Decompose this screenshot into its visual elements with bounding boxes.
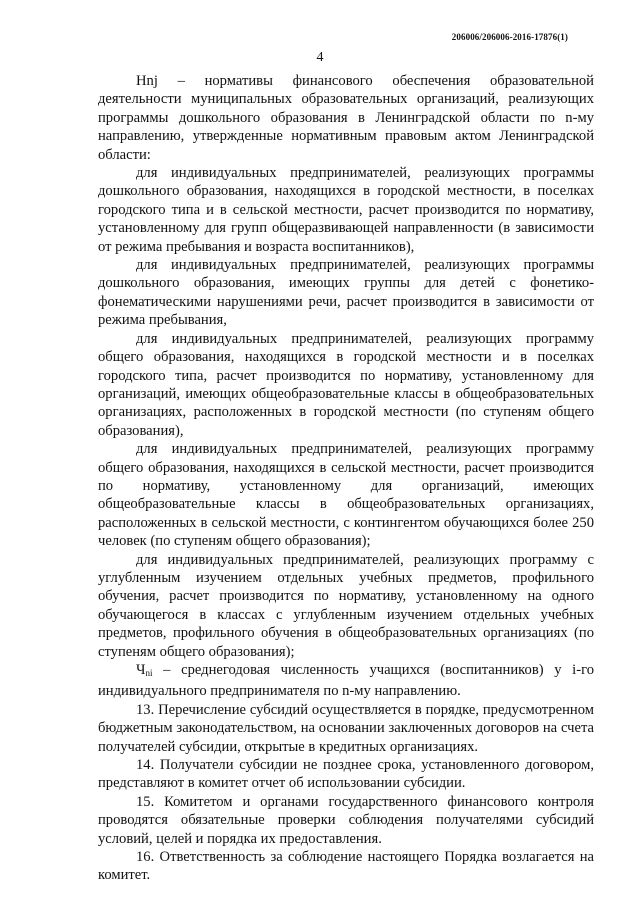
paragraph-item-16: 16. Ответственность за соблюдение настоящего Порядка возлагается на комитет. — [98, 849, 594, 884]
paragraph-item-15: 15. Комитетом и органами государственного финансового контроля проводятся обязательные проверки соблюдения получателями субсидий условий, целей и порядка их предоставления. — [98, 793, 594, 847]
paragraph-item-13: 13. Перечисление субсидий осуществляется в порядке, предусмотренном бюджетным законодательством, на основании заключенных договоров на счета получателей субсидии, открытые в кредитных организациях. — [98, 701, 594, 755]
document-body — [98, 72, 594, 885]
paragraph-text: – среднегодовая численность учащихся (воспитанников) у i-го индивидуального предпринимателя по n-му направлению. — [98, 662, 594, 700]
document-id: 206006/206006-2016-17876(1) — [451, 32, 568, 42]
paragraph-preschool-general: для индивидуальных предпринимателей, реализующих программы дошкольного образования, находящихся в городской местности, в поселках городского типа и в сельской местности, расчет производится по нормативу, установленному для групп общеразвивающей направленности (в зависимости от режима пребывания и возраста воспитанников), — [98, 165, 594, 255]
paragraph-hnj-definition — [98, 72, 594, 164]
paragraph-general-rural: для индивидуальных предпринимателей, реализующих программу общего образования, находящихся в сельской местности, расчет производится по нормативу, установленному для организаций, имеющих общеобразовательные классы в общеобразовательных организациях, расположенных в сельской местности, с контингентом обучающихся более 250 человек (по ступеням общего образования); — [98, 441, 594, 550]
page-number: 4 — [316, 50, 324, 65]
paragraph-ch-definition — [98, 661, 594, 701]
paragraph-item-14: 14. Получатели субсидии не позднее срока, установленного договором, представляют в комитет отчет об использовании субсидии. — [98, 757, 594, 792]
symbol-ch-subscript: ni — [145, 668, 153, 678]
paragraph-preschool-speech: для индивидуальных предпринимателей, реализующих программы дошкольного образования, имеющих группы для детей с фонетико-фонематическими нарушениями речи, расчет производится в зависимости от режима пребывания, — [98, 257, 594, 329]
paragraph-advanced-study: для индивидуальных предпринимателей, реализующих программу с углубленным изучением отдельных учебных предметов, профильного обучения, расчет производится по нормативу, установленному на одного обучающегося в классах с углубленным изучением отдельных учебных предметов, профильного обучения в общеобразовательных организациях (по ступеням общего образования); — [98, 551, 594, 660]
paragraph-text: – нормативы финансового обеспечения образовательной деятельности муниципальных образовательных организаций, реализующих программы дошкольного образования в Ленинградской области по n-му направлению, утвержденные нормативным правовым актом Ленинградской области: — [98, 73, 594, 163]
symbol-hnj: Hnj — [136, 73, 158, 89]
symbol-ch: Ч — [136, 662, 146, 678]
paragraph-general-urban: для индивидуальных предпринимателей, реализующих программу общего образования, находящихся в городской местности и в поселках городского типа, расчет производится по нормативу, установленному для организаций, имеющих общеобразовательные классы в общеобразовательных организациях, расположенных в городской местности (по ступеням общего образования), — [98, 330, 594, 439]
